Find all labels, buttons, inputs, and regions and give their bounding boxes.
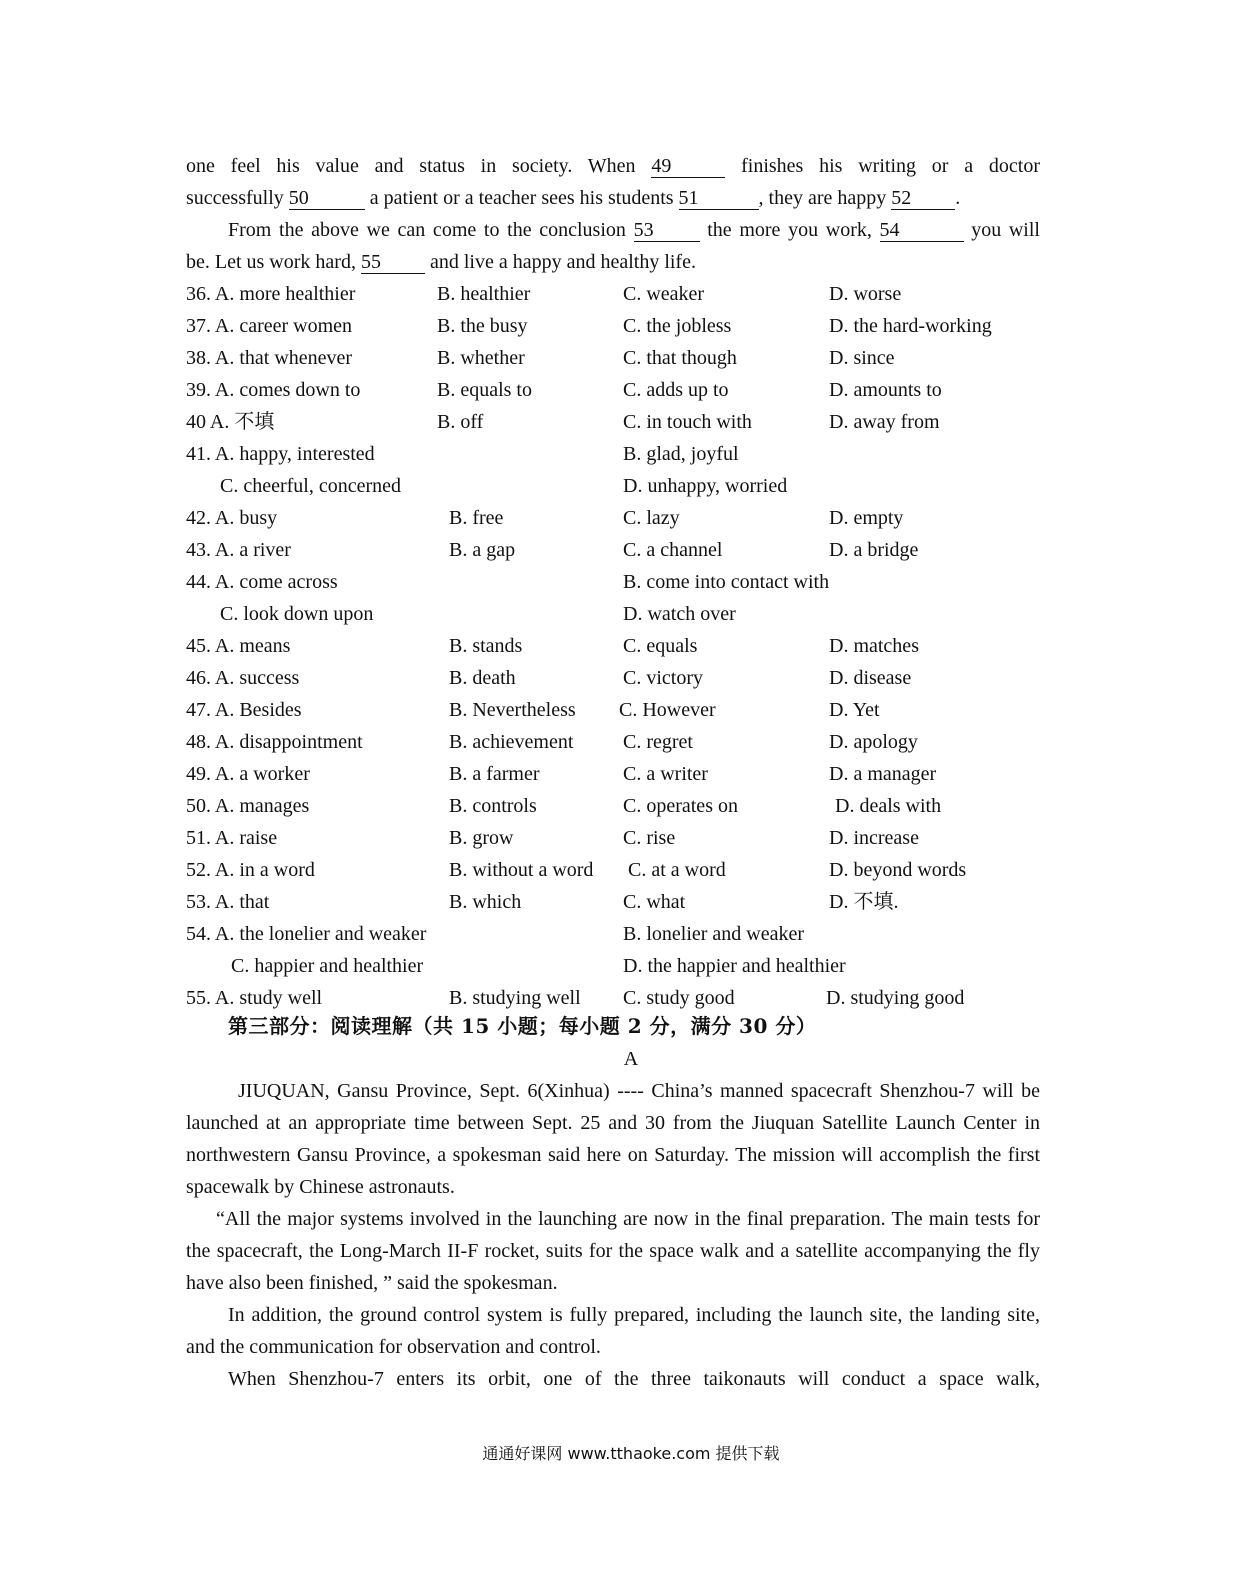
text: a patient or a teacher sees his students xyxy=(364,187,679,209)
option-a: 36. A. more healthier xyxy=(186,283,356,305)
blank-54: 54 xyxy=(880,219,964,242)
option-a: 42. A. busy xyxy=(186,507,278,529)
option-a: 55. A. study well xyxy=(186,987,323,1009)
option-c: C. at a word xyxy=(628,859,726,881)
option-c: C. in touch with xyxy=(623,411,752,433)
option-d: D. the happier and healthier xyxy=(623,955,846,977)
option-d: D. Yet xyxy=(829,699,880,721)
option-b: B. come into contact with xyxy=(623,571,830,593)
option-b: B. off xyxy=(437,411,484,433)
cloze-paragraph-2b xyxy=(186,246,1040,278)
option-a: 41. A. happy, interested xyxy=(186,443,375,465)
option-a: 37. A. career women xyxy=(186,315,353,337)
text: , they are happy xyxy=(758,187,892,209)
option-c: C. a writer xyxy=(623,763,708,785)
option-a: 45. A. means xyxy=(186,635,291,657)
option-b: B. Nevertheless xyxy=(449,699,576,721)
option-d: D. worse xyxy=(829,283,902,305)
option-d: D. away from xyxy=(829,411,940,433)
option-a: 54. A. the lonelier and weaker xyxy=(186,923,427,945)
option-d: D. since xyxy=(829,347,895,369)
section-title: 第三部分：阅读理解（共 15 小题；每小题 2 分，满分 30 分） xyxy=(228,1014,817,1038)
option-b: B. death xyxy=(449,667,516,689)
option-b: B. the busy xyxy=(437,315,528,337)
cloze-paragraph-2a xyxy=(186,214,1040,246)
blank-53: 53 xyxy=(634,219,700,242)
option-c: C. look down upon xyxy=(220,603,374,625)
option-d: D. unhappy, worried xyxy=(623,475,788,497)
cloze-paragraph-1b xyxy=(186,182,1040,214)
text: and live a happy and healthy life. xyxy=(424,251,696,273)
option-a: 44. A. come across xyxy=(186,571,338,593)
option-c: C. regret xyxy=(623,731,693,753)
option-b: B. glad, joyful xyxy=(623,443,739,465)
passage-paragraph-1: JIUQUAN, Gansu Province, Sept. 6(Xinhua) ---- China’s manned spacecraft Shenzhou-7 will be launched at an appropriate time between Sept. 25 and 30 from the Jiuquan Satellite Launch Center in northwestern Gansu Province, a spokesman said here on Saturday. The mission will accomplish the first spacewalk by Chinese astronauts. xyxy=(186,1080,1040,1198)
option-a: 40 A. 不填 xyxy=(186,411,275,433)
option-d: D. the hard-working xyxy=(829,315,992,337)
option-b: B. achievement xyxy=(449,731,574,753)
option-c: C. weaker xyxy=(623,283,705,305)
option-b: B. healthier xyxy=(437,283,531,305)
option-a: 50. A. manages xyxy=(186,795,310,817)
blank-55: 55 xyxy=(361,251,425,274)
option-c: C. what xyxy=(623,891,686,913)
option-d: D. amounts to xyxy=(829,379,942,401)
text: . xyxy=(955,187,961,209)
option-d: D. beyond words xyxy=(829,859,967,881)
text: the more you work, xyxy=(699,219,880,241)
option-a: 49. A. a worker xyxy=(186,763,310,785)
text: From the above we can come to the conclusion xyxy=(228,219,634,241)
option-c: C. the jobless xyxy=(623,315,732,337)
option-d: D. a bridge xyxy=(829,539,919,561)
option-b: B. whether xyxy=(437,347,525,369)
text: you will xyxy=(963,219,1040,241)
option-c: C. rise xyxy=(623,827,676,849)
text: be. Let us work hard, xyxy=(186,251,361,273)
option-b: B. a farmer xyxy=(449,763,540,785)
option-a: 53. A. that xyxy=(186,891,270,913)
passage-paragraph-3: In addition, the ground control system is fully prepared, including the launch site, the landing site, and the communication for observation and control. xyxy=(186,1304,1040,1358)
text: finishes his writing or a doctor xyxy=(725,155,1040,177)
option-b: B. without a word xyxy=(449,859,594,881)
option-c: C. happier and healthier xyxy=(231,955,424,977)
option-d: D. increase xyxy=(829,827,919,849)
option-b: B. grow xyxy=(449,827,514,849)
option-b: B. which xyxy=(449,891,522,913)
option-c: C. adds up to xyxy=(623,379,729,401)
option-d: D. empty xyxy=(829,507,904,529)
option-a: 48. A. disappointment xyxy=(186,731,363,753)
footer-credit: 通通好课网 www.tthaoke.com 提供下载 xyxy=(482,1444,780,1463)
option-d: D. apology xyxy=(829,731,918,753)
option-c: C. equals xyxy=(623,635,698,657)
text: successfully xyxy=(186,187,289,209)
option-c: C. operates on xyxy=(623,795,738,817)
option-b: B. studying well xyxy=(449,987,581,1009)
option-c: C. study good xyxy=(623,987,735,1009)
option-c: C. cheerful, concerned xyxy=(220,475,402,497)
option-c: C. lazy xyxy=(623,507,680,529)
option-a: 46. A. success xyxy=(186,667,300,689)
option-d: D. 不填. xyxy=(829,891,899,913)
option-d: D. deals with xyxy=(835,795,942,817)
option-a: 51. A. raise xyxy=(186,827,278,849)
option-d: D. a manager xyxy=(829,763,937,785)
option-b: B. controls xyxy=(449,795,537,817)
blank-50: 50 xyxy=(289,187,365,210)
option-d: D. matches xyxy=(829,635,919,657)
option-b: B. a gap xyxy=(449,539,516,561)
option-a: 39. A. comes down to xyxy=(186,379,361,401)
passage-letter: A xyxy=(623,1048,639,1070)
blank-49: 49 xyxy=(651,155,725,178)
option-d: D. studying good xyxy=(826,987,965,1009)
blank-52: 52 xyxy=(891,187,955,210)
option-a: 52. A. in a word xyxy=(186,859,315,881)
option-a: 47. A. Besides xyxy=(186,699,302,721)
option-c: C. a channel xyxy=(623,539,723,561)
option-c: C. However xyxy=(619,699,716,721)
passage-paragraph-4: When Shenzhou-7 enters its orbit, one of the three taikonauts will conduct a space walk, xyxy=(228,1368,1040,1390)
text: one feel his value and status in society. When xyxy=(186,155,652,177)
option-c: C. victory xyxy=(623,667,703,689)
option-d: D. disease xyxy=(829,667,912,689)
cloze-paragraph-1a xyxy=(186,150,1040,182)
option-a: 38. A. that whenever xyxy=(186,347,353,369)
option-b: B. free xyxy=(449,507,504,529)
passage-paragraph-2: “All the major systems involved in the launching are now in the final preparation. The main tests for the spacecraft, the Long-March II-F rocket, suits for the space walk and a satellite accompanying the fly have also been finished, ” said the spokesman. xyxy=(186,1208,1040,1294)
option-b: B. stands xyxy=(449,635,523,657)
option-a: 43. A. a river xyxy=(186,539,291,561)
option-b: B. equals to xyxy=(437,379,532,401)
option-c: C. that though xyxy=(623,347,737,369)
option-b: B. lonelier and weaker xyxy=(623,923,805,945)
option-d: D. watch over xyxy=(623,603,736,625)
blank-51: 51 xyxy=(679,187,759,210)
